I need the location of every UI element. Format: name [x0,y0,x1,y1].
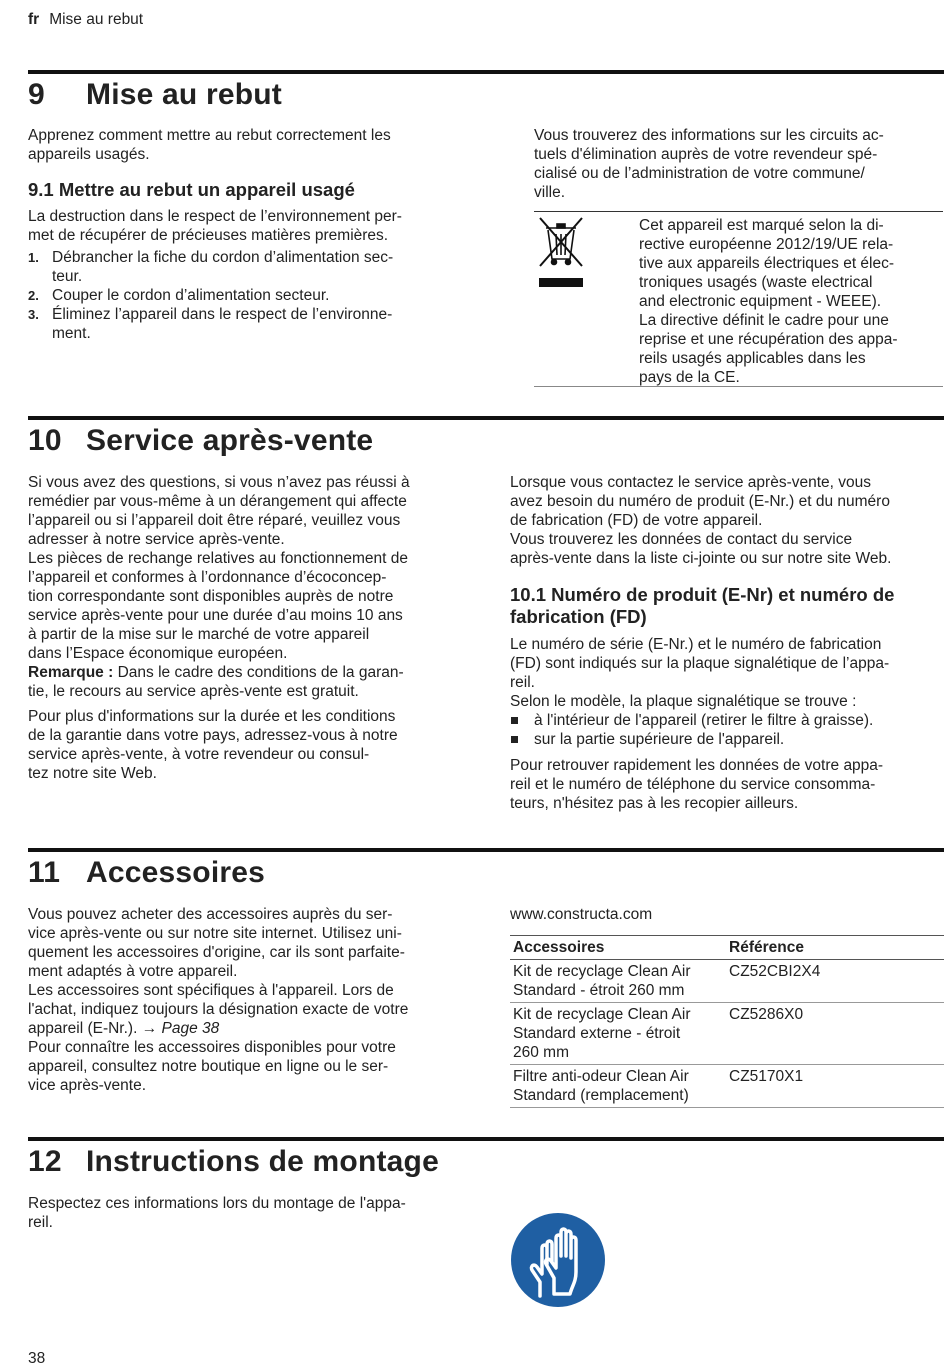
step-number: 2. [28,288,39,303]
text-line: dans l’Espace économique européen. [28,645,288,662]
text-line: 260 mm [513,1044,569,1061]
language-code: fr [28,11,40,28]
text-line: Lorsque vous contactez le service après-vente, vous [510,474,871,491]
text-line: vice après-vente. [28,1077,147,1094]
s9-intro [28,126,468,164]
text-line: service après-vente, à votre revendeur ou consul- [28,746,370,763]
text-line: 10.1 Numéro de produit (E-Nr) et numéro de [510,584,895,605]
section-number: 9 [28,78,45,111]
weee-box-bottom-rule [534,386,943,387]
s9-right-paragraph [534,126,944,202]
accessories-table [510,935,944,1108]
ref-prefix: appareil (E-Nr.). [28,1020,142,1037]
s12-paragraph [28,1194,468,1232]
text-line: appareils usagés. [28,146,150,163]
step-item [28,286,468,305]
section-title: Service après-vente [86,424,374,457]
text-line [28,1019,468,1038]
step-item [28,305,468,343]
text-line: Kit de recyclage Clean Air [513,1006,691,1023]
s9-left-column [28,126,468,343]
text-line: Filtre anti-odeur Clean Air [513,1068,689,1085]
column-header: Référence [726,936,944,960]
section-rule [28,416,944,420]
text-line: Standard (remplacement) [513,1087,689,1104]
text-line: l’appareil et conformes à l’ordonnance d’écoconcep- [28,569,387,586]
table-cell [510,1065,726,1108]
header-title: Mise au rebut [49,11,144,28]
step-item [28,248,468,286]
section-title: Accessoires [86,856,265,889]
s11-left-column [28,905,468,1095]
list-item: sur la partie supérieure de l'appareil. [510,730,944,749]
section-number: 12 [28,1145,62,1178]
section-9-heading [28,77,282,113]
column-header: Accessoires [510,936,726,960]
text-line: l’appareil ou si l’appareil doit être réparé, veuillez vous [28,512,401,529]
step-number: 3. [28,307,39,322]
bullet-list [510,711,944,749]
protective-gloves-icon [510,1212,606,1308]
section-rule [28,70,944,74]
remark-text: Dans le cadre des conditions de la garan- [113,664,404,681]
text-line: quement les accessoires d'origine, car ils sont parfaite- [28,944,405,961]
text-line: reprise et une récupération des appa- [639,331,898,348]
text-line: tion correspondante sont disponibles auprès de notre [28,588,394,605]
table-cell: CZ5170X1 [726,1065,944,1108]
text-line: teur. [52,268,83,285]
text-line: Pour connaître les accessoires disponibles pour votre [28,1039,396,1056]
text-line: Standard externe - étroit [513,1025,681,1042]
text-line: reil. [28,1214,53,1231]
step-number: 1. [28,250,39,265]
section-title: Instructions de montage [86,1145,439,1178]
s10-paragraph-1 [28,473,468,663]
s10-right-paragraph-1 [510,473,944,568]
text-line: reils usagés applicables dans les [639,350,866,367]
text-line: Pour plus d'informations sur la durée et les conditions [28,708,396,725]
text-line: Couper le cordon d’alimentation secteur. [52,287,330,304]
s10-right-column [510,473,944,813]
section-number: 11 [28,856,61,889]
text-line: reil. [510,674,535,691]
text-line: Kit de recyclage Clean Air [513,963,691,980]
s10-right-paragraph-3 [510,756,944,813]
text-line: Vous pouvez acheter des accessoires auprès du ser- [28,906,393,923]
text-line: service après-vente pour une durée d’au moins 10 ans [28,607,403,624]
text-line: rective européenne 2012/19/UE rela- [639,236,894,253]
remark-label: Remarque : [28,664,114,681]
text-line: fabrication (FD) [510,606,647,627]
steps-list [28,248,468,343]
s10-paragraph-2 [28,707,468,783]
table-row [510,960,944,1003]
text-line: troniques usagés (waste electrical [639,274,873,291]
table-cell: CZ5286X0 [726,1003,944,1065]
text-line: Apprenez comment mettre au rebut correctement les [28,127,391,144]
text-line: Respectez ces informations lors du montage de l'appa- [28,1195,406,1212]
website-link[interactable]: www.constructa.com [510,906,653,923]
text-line: Selon le modèle, la plaque signalétique se trouve : [510,693,857,710]
text-line: à partir de la mise sur le marché de votre appareil [28,626,370,643]
weee-text [639,216,944,387]
section-title: Mise au rebut [86,78,282,111]
subsection-title [510,584,944,628]
text-line: Éliminez l’appareil dans le respect de l’environne- [52,306,393,323]
text-line: remédier par vous-même à un dérangement qui affecte [28,493,407,510]
text-line: reil et le numéro de téléphone du service consomma- [510,776,876,793]
s10-right-paragraph-2 [510,635,944,711]
text-line: tez notre site Web. [28,765,157,782]
text-line: Les pièces de rechange relatives au fonctionnement de [28,550,408,567]
text-line: tie, le recours au service après-vente est gratuit. [28,683,359,700]
section-rule [28,1137,944,1141]
text-line: Standard - étroit 260 mm [513,982,685,999]
text-line: Le numéro de série (E-Nr.) et le numéro de fabrication [510,636,882,653]
list-item: à l'intérieur de l'appareil (retirer le filtre à graisse). [510,711,944,730]
text-line: Les accessoires sont spécifiques à l'appareil. Lors de [28,982,394,999]
text-line: Cet appareil est marqué selon la di- [639,217,884,234]
text-line: Si vous avez des questions, si vous n’avez pas réussi à [28,474,410,491]
text-line: tuels d'élimination auprès de votre revendeur spé- [534,146,878,163]
text-line [28,663,468,682]
table-row [510,1065,944,1108]
section-12-heading [28,1144,439,1180]
subsection-title: 9.1 Mettre au rebut un appareil usagé [28,179,355,200]
text-line: ment. [52,325,91,342]
weee-icon [536,214,586,288]
section-number: 10 [28,424,62,457]
section-11-heading [28,855,265,891]
text-line: l'achat, indiquez toujours la désignation exacte de votre [28,1001,409,1018]
s10-left-column [28,473,468,783]
text-line: Vous trouverez des informations sur les circuits ac- [534,127,884,144]
text-line: pays de la CE. [639,369,740,386]
arrow-right-icon: → [141,1020,158,1037]
section-rule [28,848,944,852]
page-header [28,11,143,29]
text-line: Vous trouverez les données de contact du service [510,531,853,548]
text-line: La destruction dans le respect de l’environnement per- [28,208,402,225]
remark [28,663,468,701]
text-line: La directive définit le cadre pour une [639,312,889,329]
table-header-row [510,936,944,960]
text-line: tive aux appareils électriques et élec- [639,255,895,272]
text-line: ment adaptés à votre appareil. [28,963,238,980]
text-line: teurs, n'hésitez pas à les recopier ailleurs. [510,795,799,812]
text-line: met de récupérer de précieuses matières premières. [28,227,389,244]
table-cell: CZ52CBI2X4 [726,960,944,1003]
text-line: ville. [534,184,566,201]
text-line: de la garantie dans votre pays, adressez-vous à notre [28,727,398,744]
weee-box-top-rule [534,211,943,212]
page-reference-link[interactable]: Page 38 [157,1020,220,1037]
text-line: appareil, consultez notre boutique en ligne ou le ser- [28,1058,389,1075]
text-line: Débrancher la fiche du cordon d’alimentation sec- [52,249,394,266]
section-10-heading [28,423,373,459]
text-line: and electronic equipment - WEEE). [639,293,882,310]
text-line: cialisé ou de l’administration de votre commune/ [534,165,865,182]
table-cell [510,960,726,1003]
text-line: avez besoin du numéro de produit (E-Nr.) et du numéro [510,493,890,510]
text-line: vice après-vente ou sur notre site internet. Utilisez uni- [28,925,402,942]
text-line: adresser à notre service après-vente. [28,531,285,548]
text-line: Pour retrouver rapidement les données de votre appa- [510,757,884,774]
accessories-table-wrap [510,935,944,1108]
page-number: 38 [28,1350,46,1367]
table-row [510,1003,944,1065]
text-line: de fabrication (FD) de votre appareil. [510,512,763,529]
table-cell [510,1003,726,1065]
s9-sub-paragraph [28,207,468,245]
text-line: après-vente dans la liste ci-jointe ou sur notre site Web. [510,550,892,567]
text-line: (FD) sont indiqués sur la plaque signalétique de l’appa- [510,655,890,672]
